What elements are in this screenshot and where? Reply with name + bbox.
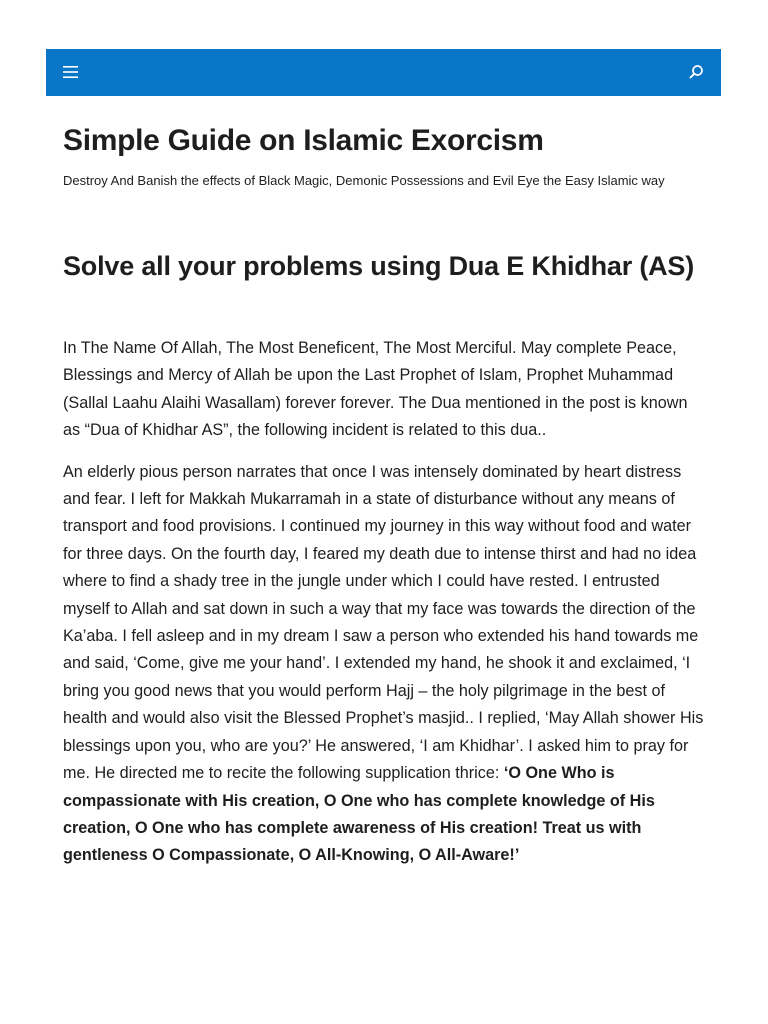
search-icon [685, 61, 707, 83]
post-title: Solve all your problems using Dua E Khidhar (AS) [63, 251, 695, 281]
menu-button[interactable] [60, 61, 82, 83]
hamburger-menu-icon [60, 61, 82, 83]
site-title[interactable]: Simple Guide on Islamic Exorcism [63, 124, 544, 157]
site-header-bar [46, 49, 721, 96]
post-paragraph-2 [63, 459, 705, 870]
search-button[interactable] [685, 61, 707, 83]
post-paragraph-2-text: An elderly pious person narrates that once I was intensely dominated by heart distress and fear. I left for Makkah Mukarramah in a state of disturbance without any means of transport and food provisions. I continued my journey in this way without food and water for three days. On the fourth day, I feared my death due to intense thirst and had no idea where to find a shady tree in the jungle under which I could have rested. I entrusted myself to Allah and sat down in such a way that my face was towards the direction of the Ka’aba. I fell asleep and in my dream I saw a person who extended his hand towards me and said, ‘Come, give me your hand’. I extended my hand, he shook it and exclaimed, ‘I bring you good news that you would perform Hajj – the holy pilgrimage in the best of health and would also visit the Blessed Prophet’s masjid.. I replied, ‘May Allah shower His blessings upon you, who are you?’ He answered, ‘I am Khidhar’. I asked him to pray for me. He directed me to recite the following supplication thrice: [63, 462, 704, 783]
post-paragraph-1: In The Name Of Allah, The Most Beneficent, The Most Merciful. May complete Peace, Blessings and Mercy of Allah be upon the Last Prophet of Islam, Prophet Muhammad (Sallal Laahu Alaihi Wasallam) forever forever. The Dua mentioned in the post is known as “Dua of Khidhar AS”, the following incident is related to this dua.. [63, 339, 688, 440]
site-tagline: Destroy And Banish the effects of Black Magic, Demonic Possessions and Evil Eye the Easy Islamic way [63, 173, 665, 188]
post-content [63, 335, 705, 884]
supplication-text: ‘O One Who is compassionate with His creation, O One who has complete knowledge of His creation, O One who has complete awareness of His creation! Treat us with gentleness O Compassionate, O All-Knowing, O All-Aware!’ [63, 764, 655, 865]
